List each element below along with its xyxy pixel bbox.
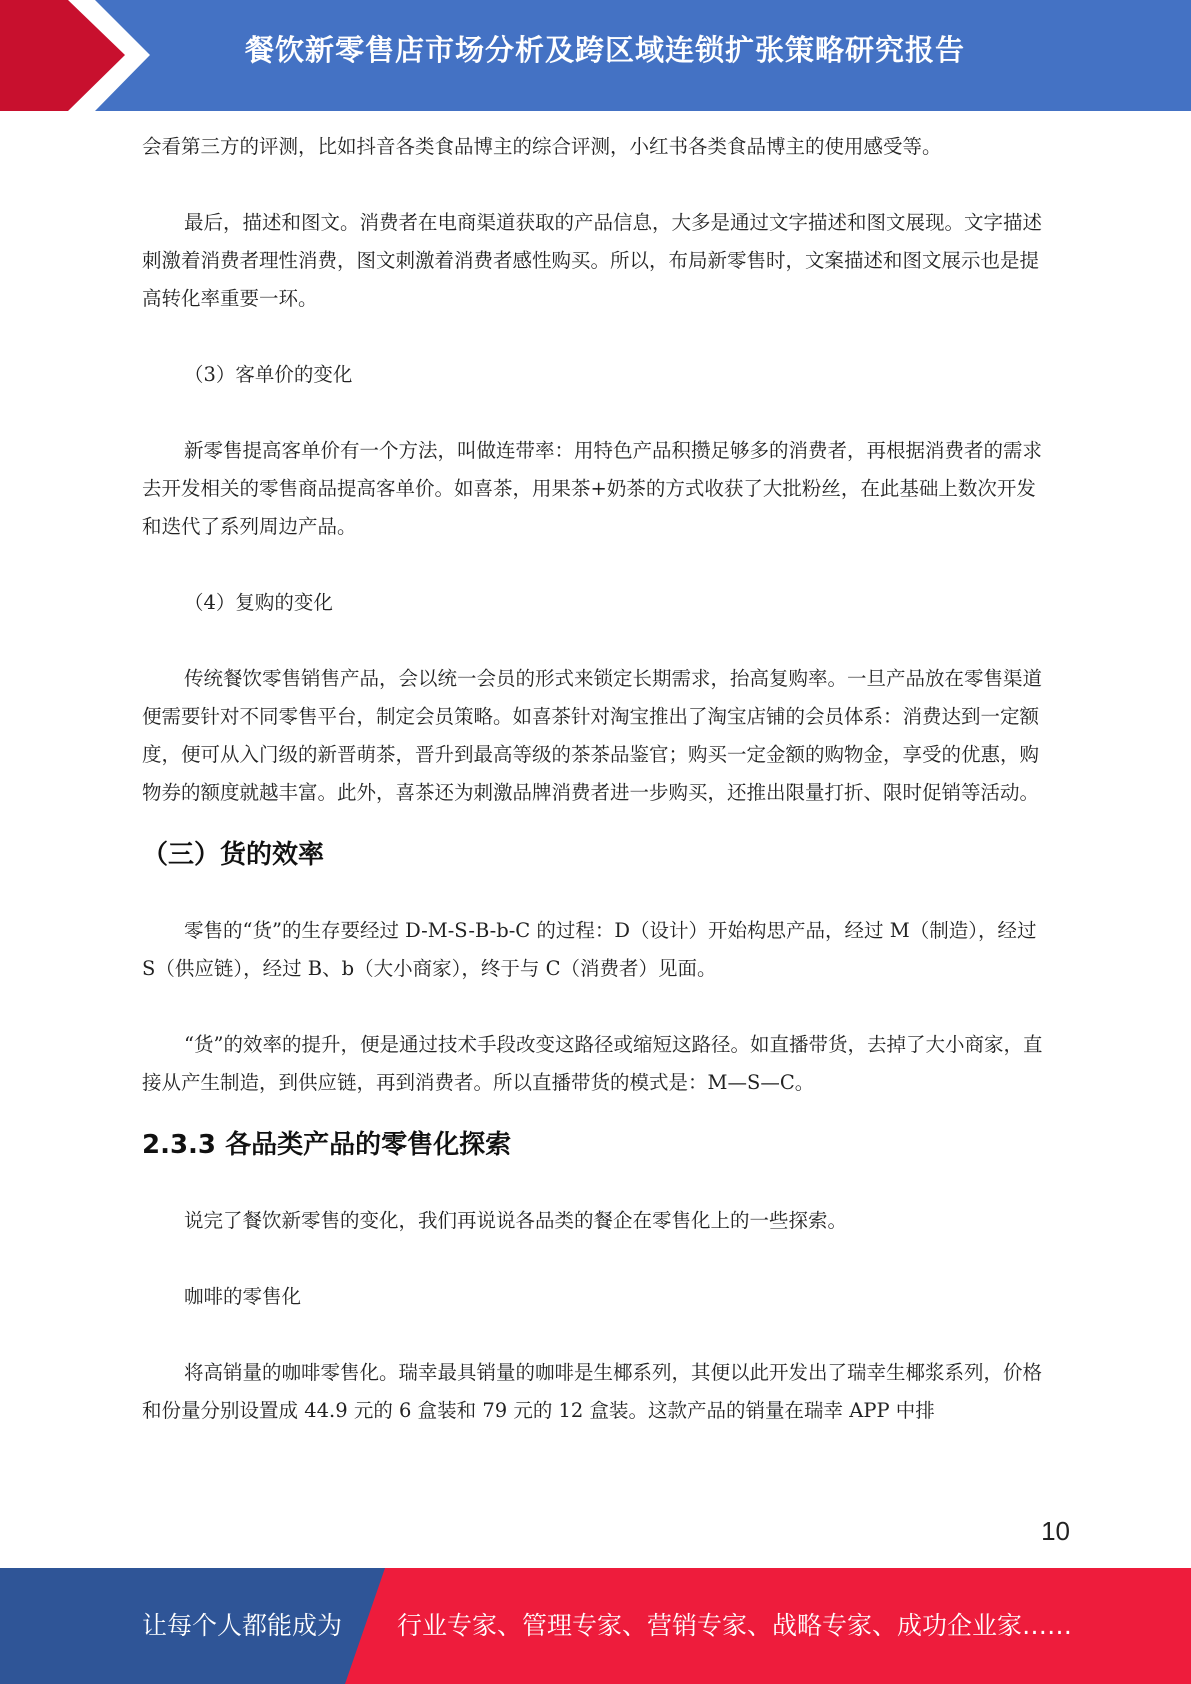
- paragraph: 会看第三方的评测，比如抖音各类食品博主的综合评测，小红书各类食品博主的使用感受等。: [142, 135, 942, 158]
- body-content: [142, 128, 1047, 1430]
- section-heading: 2.3.3 各品类产品的零售化探索: [142, 1130, 512, 1160]
- report-title: 餐饮新零售店市场分析及跨区域连锁扩张策略研究报告: [244, 33, 965, 67]
- subheading: （4）复购的变化: [184, 591, 333, 614]
- paragraph: 零售的“货”的生存要经过 D-M-S-B-b-C 的过程：D（设计）开始构思产品，经过 M（制造），经过 S（供应链），经过 B、b（大小商家），终于与 C（消费者）见面。: [142, 919, 1037, 980]
- paragraph: 将高销量的咖啡零售化。瑞幸最具销量的咖啡是生椰系列，其便以此开发出了瑞幸生椰浆系列，价格和份量分别设置成 44.9 元的 6 盒装和 79 元的 12 盒装。这款产品的销量在瑞幸 APP 中排: [142, 1361, 1043, 1422]
- paragraph: 说完了餐饮新零售的变化，我们再说说各品类的餐企在零售化上的一些探索。: [184, 1209, 848, 1232]
- footer-slogan-right: 行业专家、管理专家、营销专家、战略专家、成功企业家……: [397, 1611, 1073, 1640]
- subheading: 咖啡的零售化: [184, 1285, 302, 1308]
- subheading: （3）客单价的变化: [184, 363, 353, 386]
- page-header: [0, 0, 1191, 111]
- footer-slogan-left: 让每个人都能成为: [142, 1611, 343, 1640]
- paragraph: “货”的效率的提升，便是通过技术手段改变这路径或缩短这路径。如直播带货，去掉了大小商家，直接从产生制造，到供应链，再到消费者。所以直播带货的模式是：M—S—C。: [142, 1033, 1043, 1094]
- page-number: 10: [1041, 1516, 1070, 1546]
- paragraph: 最后，描述和图文。消费者在电商渠道获取的产品信息，大多是通过文字描述和图文展现。文字描述刺激着消费者理性消费，图文刺激着消费者感性购买。所以，布局新零售时，文案描述和图文展示也是提高转化率重要一环。: [142, 211, 1043, 310]
- paragraph: 传统餐饮零售销售产品，会以统一会员的形式来锁定长期需求，抬高复购率。一旦产品放在零售渠道便需要针对不同零售平台，制定会员策略。如喜茶针对淘宝推出了淘宝店铺的会员体系：消费达到一定额度，便可从入门级的新晋萌茶，晋升到最高等级的茶茶品鉴官；购买一定金额的购物金，享受的优惠，购物券的额度就越丰富。此外，喜茶还为刺激品牌消费者进一步购买，还推出限量打折、限时促销等活动。: [142, 667, 1043, 804]
- section-heading: （三）货的效率: [142, 840, 325, 870]
- page-footer: [0, 1568, 1191, 1684]
- paragraph: 新零售提高客单价有一个方法，叫做连带率：用特色产品积攒足够多的消费者，再根据消费者的需求去开发相关的零售商品提高客单价。如喜茶，用果茶+奶茶的方式收获了大批粉丝，在此基础上数次开发和迭代了系列周边产品。: [142, 439, 1043, 538]
